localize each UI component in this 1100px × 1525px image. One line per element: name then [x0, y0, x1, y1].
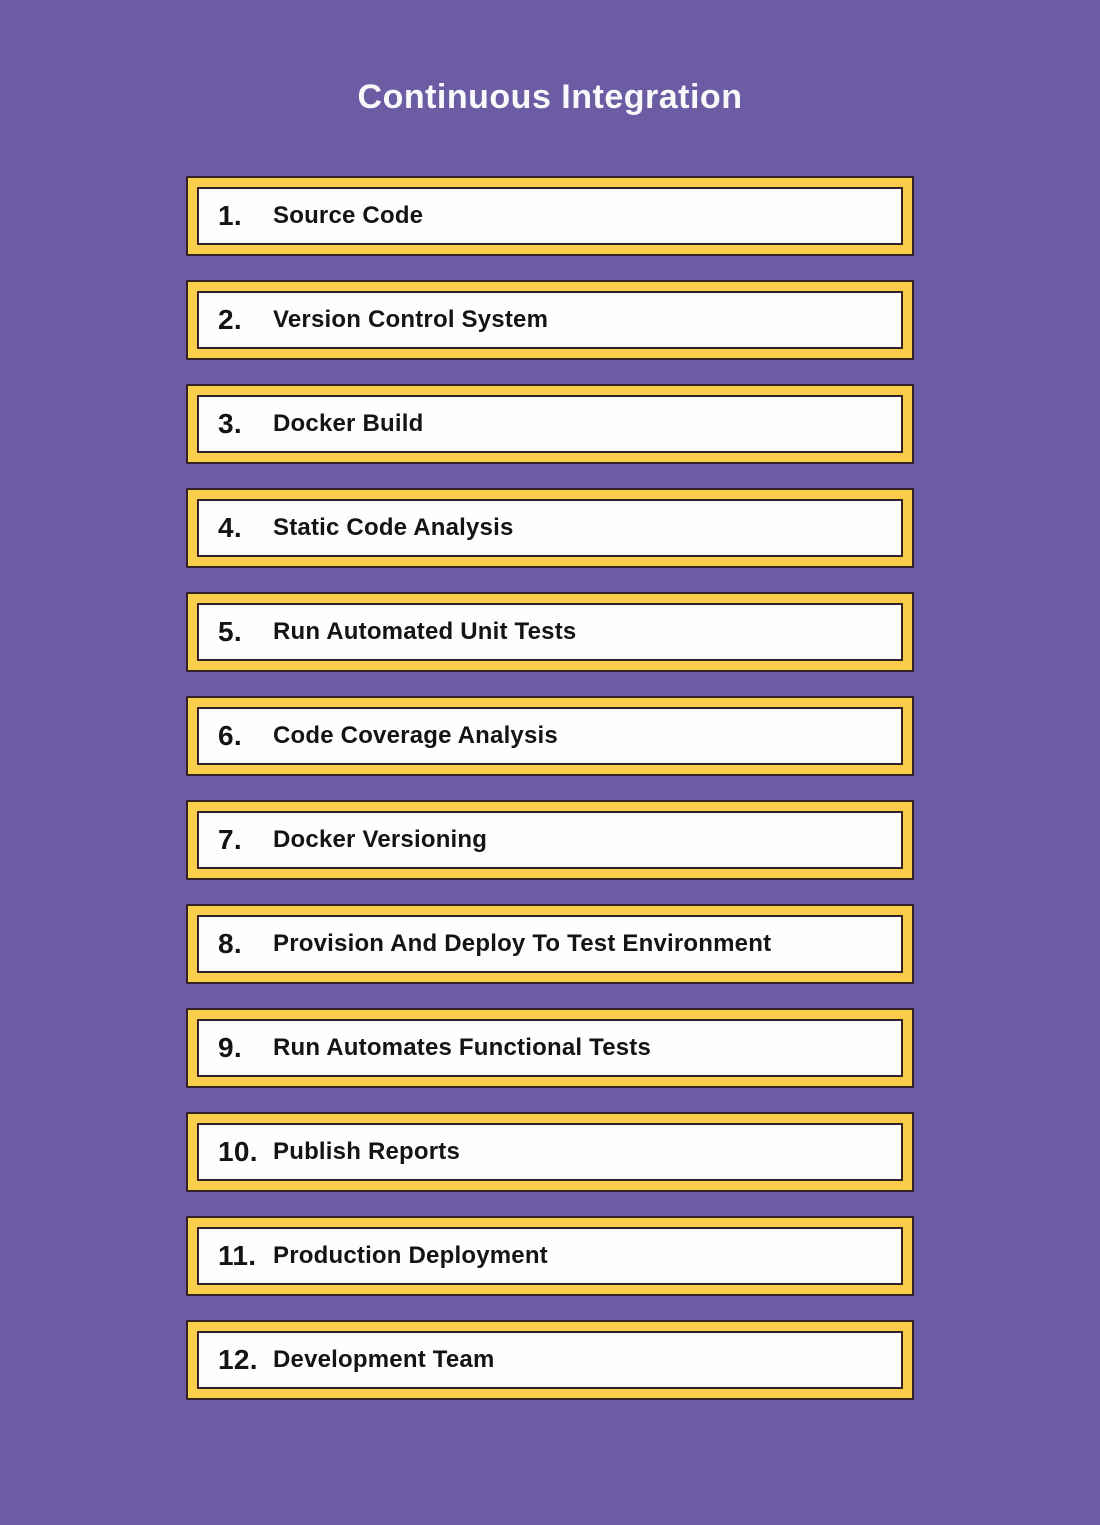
item-label: Run Automates Functional Tests	[273, 1034, 652, 1061]
item-number: 6.	[218, 720, 242, 751]
step-list	[186, 176, 914, 1400]
list-item	[186, 1112, 914, 1192]
list-item	[186, 592, 914, 672]
item-number: 10.	[218, 1136, 258, 1167]
item-label: Docker Versioning	[273, 826, 488, 853]
item-number: 1.	[218, 200, 242, 231]
list-item-inner	[197, 1227, 903, 1285]
item-label: Static Code Analysis	[273, 514, 514, 541]
item-number: 9.	[218, 1032, 242, 1063]
list-item-inner	[197, 187, 903, 245]
item-label: Run Automated Unit Tests	[273, 618, 577, 645]
list-item-inner	[197, 499, 903, 557]
item-label: Publish Reports	[273, 1138, 461, 1165]
item-number: 3.	[218, 408, 242, 439]
page-title: Continuous Integration	[357, 78, 743, 116]
list-item-inner	[197, 291, 903, 349]
list-item	[186, 800, 914, 880]
list-item	[186, 280, 914, 360]
item-number: 12.	[218, 1344, 258, 1375]
list-item-inner	[197, 1331, 903, 1389]
item-label: Version Control System	[273, 306, 549, 333]
item-number: 5.	[218, 616, 242, 647]
list-item-inner	[197, 603, 903, 661]
list-item	[186, 176, 914, 256]
item-label: Source Code	[273, 202, 424, 229]
item-number: 7.	[218, 824, 242, 855]
item-number: 8.	[218, 928, 242, 959]
item-label: Development Team	[273, 1346, 495, 1373]
list-item-inner	[197, 1019, 903, 1077]
item-label: Production Deployment	[273, 1242, 548, 1269]
item-number: 4.	[218, 512, 242, 543]
list-item	[186, 1008, 914, 1088]
list-item	[186, 1320, 914, 1400]
list-item-inner	[197, 811, 903, 869]
item-label: Docker Build	[273, 410, 424, 437]
item-number: 11.	[218, 1240, 257, 1271]
list-item-inner	[197, 915, 903, 973]
list-item-inner	[197, 707, 903, 765]
list-item	[186, 384, 914, 464]
item-number: 2.	[218, 304, 242, 335]
list-item	[186, 904, 914, 984]
list-item	[186, 696, 914, 776]
list-item-inner	[197, 1123, 903, 1181]
list-item	[186, 1216, 914, 1296]
item-label: Code Coverage Analysis	[273, 722, 558, 749]
list-item	[186, 488, 914, 568]
list-item-inner	[197, 395, 903, 453]
item-label: Provision And Deploy To Test Environment	[273, 930, 772, 957]
